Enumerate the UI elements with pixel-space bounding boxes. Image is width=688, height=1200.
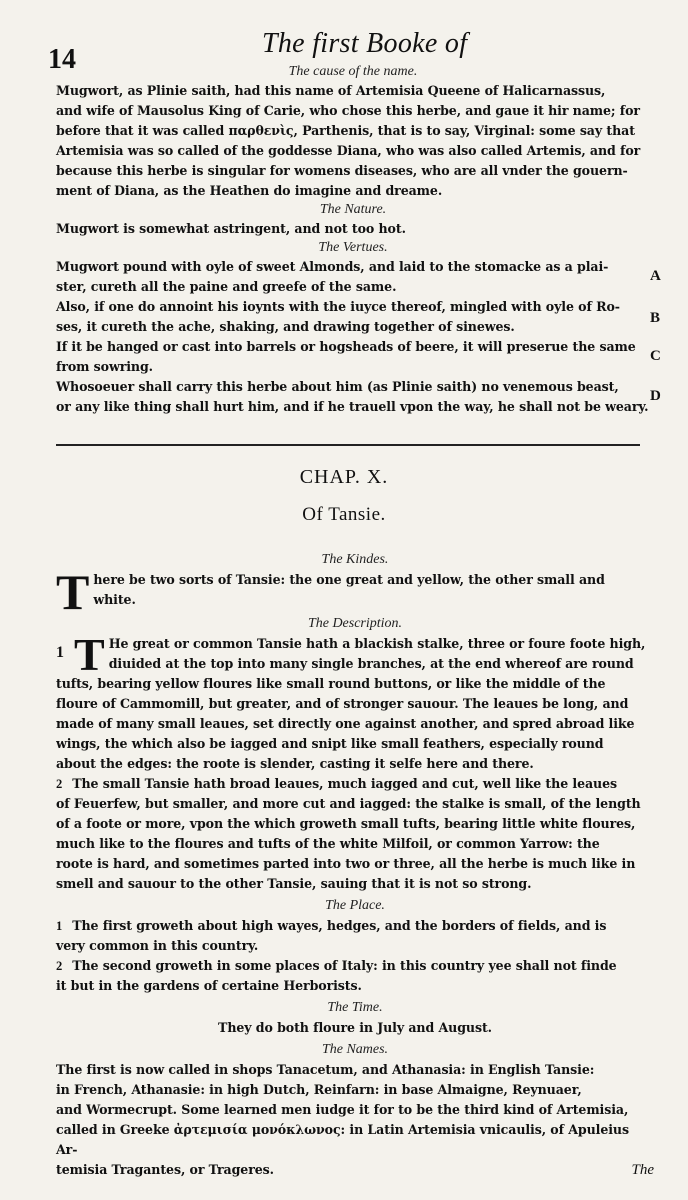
- kindes-text: [56, 570, 654, 612]
- tansie-section: [56, 548, 654, 1180]
- text-line: from sowring.: [56, 359, 153, 374]
- text-line: or any like thing shall hurt him, and if he trauell vpon the way, he shall not be weary.: [56, 399, 649, 414]
- text-line: He great or common Tansie hath a blackish stalke, three or foure foote high,: [108, 636, 646, 651]
- chapter-title: Of Tansie.: [302, 504, 386, 525]
- text-line: it but in the gardens of certaine Herborists.: [56, 978, 362, 993]
- description-2: [56, 774, 654, 894]
- text-line: The first is now called in shops Tanacetum, and Athanasia: in English Tansie:: [56, 1062, 595, 1077]
- catchword: The: [631, 1162, 654, 1178]
- kindes-heading: The Kindes.: [321, 552, 389, 567]
- text-line: Whosoeuer shall carry this herbe about him (as Plinie saith) no venemous beast,: [56, 379, 619, 394]
- item-number: 1: [56, 644, 64, 661]
- nature-text: Mugwort is somewhat astringent, and not too hot.: [56, 221, 406, 236]
- text-line: ment of Diana, as the Heathen do imagine and dreame.: [56, 183, 443, 198]
- section-divider: [56, 444, 640, 446]
- text-line: here be two sorts of Tansie: the one great and yellow, the other small and: [93, 572, 605, 587]
- place-text: [56, 916, 654, 996]
- text-line: very common in this country.: [56, 938, 259, 953]
- text-line: and wife of Mausolus King of Carie, who chose this herbe, and gaue it hir name; for: [56, 103, 640, 118]
- text-line: called in Greeke ἀρτεμισία μονόκλωνος: in Latin Artemisia vnicaulis, of Apuleius Ar-: [56, 1122, 629, 1157]
- cause-heading: The cause of the name.: [288, 64, 418, 79]
- text-line: Mugwort, as Plinie saith, had this name of Artemisia Queene of Halicarnassus,: [56, 83, 606, 98]
- vertues-heading: The Vertues.: [318, 240, 388, 255]
- text-span: The second groweth in some places of Italy: in this country yee shall not finde: [72, 958, 617, 973]
- margin-letter-c: C: [650, 348, 661, 364]
- text-line: Mugwort pound with oyle of sweet Almonds, and laid to the stomacke as a plai-: [56, 259, 609, 274]
- text-span: The first groweth about high wayes, hedges, and the borders of fields, and is: [72, 918, 607, 933]
- place-heading: The Place.: [325, 898, 385, 913]
- text-line: much like to the floures and tufts of the white Milfoil, or common Yarrow: the: [56, 836, 600, 851]
- text-line: before that it was called παρθενὶς, Parthenis, that is to say, Virginal: some say that: [56, 123, 635, 138]
- text-line: wings, the which also be iagged and snipt like small feathers, especially round: [56, 736, 604, 751]
- time-heading: The Time.: [327, 1000, 383, 1015]
- margin-letter-a: A: [650, 268, 661, 284]
- text-line: ses, it cureth the ache, shaking, and drawing together of sinewes.: [56, 319, 515, 334]
- item-number: 1: [56, 919, 63, 933]
- cause-text: [56, 81, 650, 201]
- running-title: The first Booke of: [262, 28, 468, 59]
- item-number: 2: [56, 959, 63, 973]
- text-line: of a foote or more, vpon the which groweth small tufts, bearing little white floures,: [56, 816, 636, 831]
- text-span: The small Tansie hath broad leaues, much iagged and cut, well like the leaues: [72, 776, 618, 791]
- text-line: diuided at the top into many single branches, at the end whereof are round: [108, 656, 634, 671]
- text-line: ster, cureth all the paine and greefe of the same.: [56, 279, 397, 294]
- names-heading: The Names.: [321, 1042, 389, 1057]
- item-number: 2: [56, 777, 63, 791]
- text-line: temisia Tragantes, or Trageres.: [56, 1162, 274, 1177]
- text-line: If it be hanged or cast into barrels or hogsheads of beere, it will preserue the same: [56, 339, 636, 354]
- margin-letter-d: D: [650, 388, 661, 404]
- time-text: They do both floure in July and August.: [218, 1020, 492, 1035]
- text-line: in French, Athanasie: in high Dutch, Reinfarn: in base Almaigne, Reynuaer,: [56, 1082, 582, 1097]
- chapter-heading: CHAP. X.: [299, 466, 389, 488]
- text-line: made of many small leaues, set directly one against another, and spred abroad like: [56, 716, 635, 731]
- names-text: [56, 1060, 654, 1180]
- margin-letter-b: B: [650, 310, 661, 326]
- text-line: because this herbe is singular for womens diseases, who are all vnder the gouern-: [56, 163, 628, 178]
- text-line: smell and sauour to the other Tansie, sauing that it is not so strong.: [56, 876, 532, 891]
- drop-cap: T: [74, 634, 105, 680]
- text-line: [56, 774, 654, 794]
- text-line: [56, 916, 654, 936]
- text-line: and Wormecrupt. Some learned men iudge it for to be the third kind of Artemisia,: [56, 1102, 629, 1117]
- text-line: of Feuerfew, but smaller, and more cut and iagged: the stalke is small, of the length: [56, 796, 641, 811]
- drop-cap: T: [56, 570, 90, 612]
- text-line: Also, if one do annoint his ioynts with the iuyce thereof, mingled with oyle of Ro-: [56, 299, 620, 314]
- mugwort-section: [56, 64, 650, 417]
- text-line: Artemisia was so called of the goddesse Diana, who was also called Artemis, and for: [56, 143, 641, 158]
- text-line: white.: [93, 592, 136, 607]
- description-heading: The Description.: [307, 616, 403, 631]
- text-line: [56, 956, 654, 976]
- nature-heading: The Nature.: [319, 202, 387, 217]
- page-number: 14: [48, 44, 76, 75]
- text-line: roote is hard, and sometimes parted into two or three, all the herbe is much like in: [56, 856, 636, 871]
- text-line: tufts, bearing yellow floures like small round buttons, or like the middle of the: [56, 676, 606, 691]
- vertues-text: [56, 257, 650, 417]
- text-line: floure of Cammomill, but greater, and of stronger sauour. The leaues be long, and: [56, 696, 629, 711]
- description-1: [56, 634, 654, 774]
- text-line: about the edges: the roote is slender, casting it selfe here and there.: [56, 756, 534, 771]
